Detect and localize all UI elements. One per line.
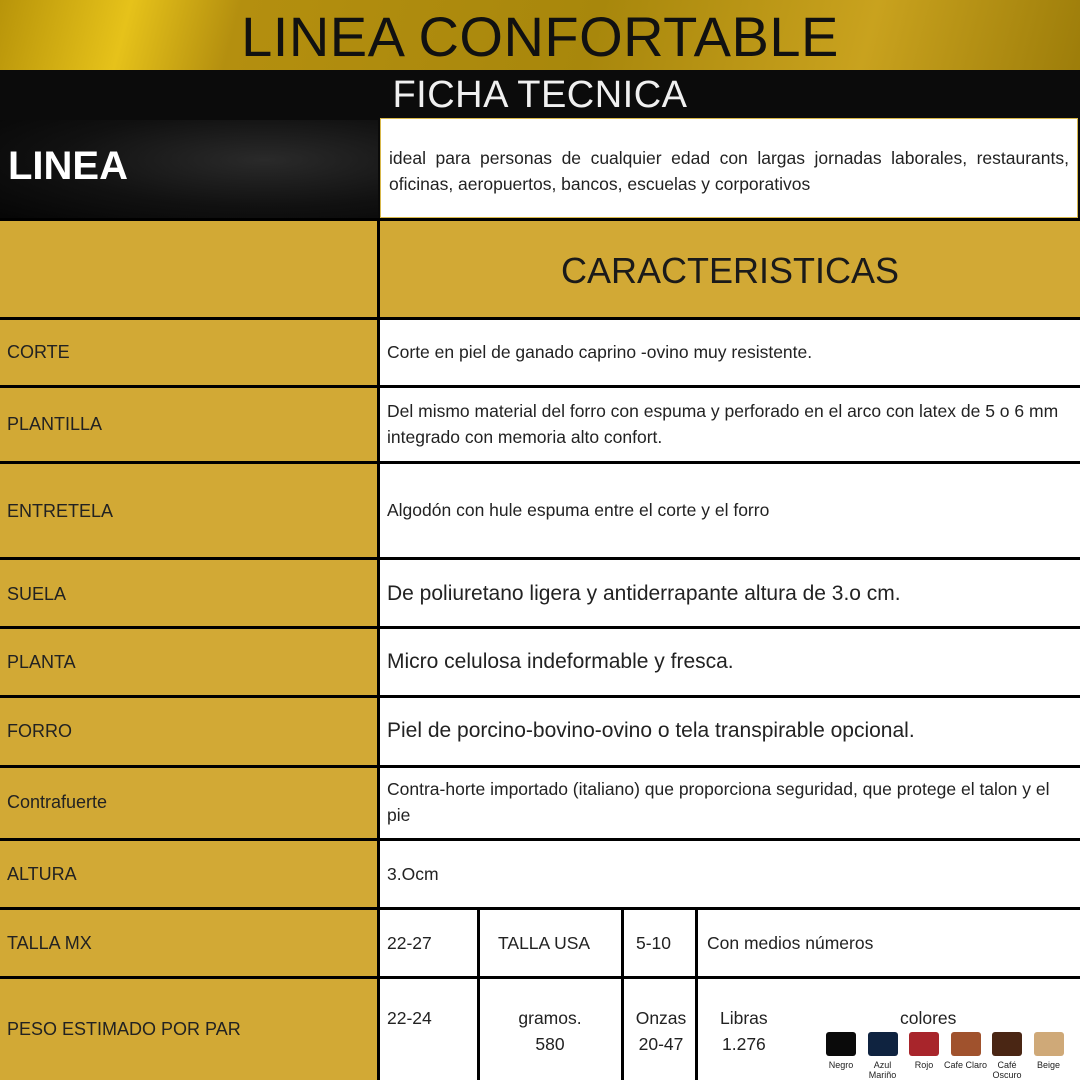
divider: [0, 626, 1080, 629]
row-value: Corte en piel de ganado caprino -ovino muy resistente.: [387, 342, 813, 362]
row-suela: [0, 559, 1080, 627]
row-forro: [0, 697, 1080, 766]
onzas-value: 20-47: [638, 1034, 684, 1054]
row-value: Algodón con hule espuma entre el corte y el forro: [387, 500, 770, 520]
gramos-label: gramos.: [518, 1008, 582, 1028]
talla-mx-label: TALLA MX: [7, 933, 92, 953]
row-value: Piel de porcino-bovino-ovino o tela transpirable opcional.: [387, 719, 915, 742]
divider: [0, 976, 1080, 979]
talla-mx-value: 22-27: [387, 933, 432, 953]
linea-label-cell: [0, 120, 378, 220]
divider: [0, 557, 1080, 560]
divider: [377, 220, 380, 318]
color-swatch: [868, 1032, 898, 1056]
row-label: PLANTILLA: [7, 414, 103, 434]
divider: [0, 765, 1080, 768]
row-value: Del mismo material del forro con espuma y perforado en el arco con latex de 5 o 6 mm integrado con memoria alto confort.: [387, 401, 1059, 447]
peso-label: PESO ESTIMADO POR PAR: [7, 1019, 241, 1039]
row-contrafuerte: [0, 767, 1080, 839]
divider: [0, 317, 1080, 320]
row-label: Contrafuerte: [7, 792, 108, 812]
page-title: LINEA CONFORTABLE: [241, 5, 839, 68]
subtitle-band: [0, 70, 1080, 120]
color-swatch-label: Rojo: [914, 1060, 934, 1070]
color-swatch-label: Café Oscuro: [992, 1060, 1022, 1080]
libras-label: Libras: [720, 1008, 768, 1028]
linea-label: LINEA: [8, 144, 128, 188]
row-label: SUELA: [7, 584, 67, 604]
row-planta: [0, 628, 1080, 696]
color-swatch: [951, 1032, 981, 1056]
row-entretela: [0, 463, 1080, 558]
row-label: ALTURA: [7, 864, 77, 884]
color-swatch: [909, 1032, 939, 1056]
color-swatch-label: Negro: [828, 1060, 854, 1070]
row-value: Contra-horte importado (italiano) que proporciona seguridad, que protege el talon y el pie: [387, 779, 1050, 825]
characteristics-title: CARACTERISTICAS: [560, 250, 900, 291]
linea-description: ideal para personas de cualquier edad con largas jornadas laborales, restaurants, oficinas, aeropuertos, bancos, escuelas y corporativos: [389, 148, 1069, 194]
row-value: 3.Ocm: [387, 864, 439, 884]
talla-note: Con medios números: [707, 933, 874, 953]
color-swatch-label: Cafe Claro: [943, 1060, 988, 1070]
color-swatch-label: Azul Mariño: [868, 1060, 897, 1080]
row-altura: [0, 840, 1080, 908]
peso-range: 22-24: [387, 1008, 432, 1028]
gramos-value: 580: [535, 1034, 565, 1054]
divider: [0, 695, 1080, 698]
row-corte: [0, 318, 1080, 386]
divider: [0, 385, 1080, 388]
talla-usa-value: 5-10: [636, 933, 672, 953]
color-swatch: [1034, 1032, 1064, 1056]
row-label: CORTE: [7, 342, 70, 362]
row-talla: [0, 909, 1080, 977]
divider: [695, 909, 698, 1080]
row-label: FORRO: [7, 721, 72, 741]
linea-description-cell: [380, 118, 1078, 218]
color-swatch-label: Beige: [1036, 1060, 1061, 1070]
divider: [0, 907, 1080, 910]
color-swatch: [992, 1032, 1022, 1056]
divider: [477, 909, 480, 1080]
row-label: PLANTA: [7, 652, 76, 672]
divider: [621, 909, 624, 1080]
onzas-label: Onzas: [635, 1008, 687, 1028]
title-band: [0, 0, 1080, 71]
row-label: ENTRETELA: [7, 501, 114, 521]
divider: [0, 838, 1080, 841]
color-swatch: [826, 1032, 856, 1056]
characteristics-header: [0, 220, 1080, 318]
row-value: Micro celulosa indeformable y fresca.: [387, 650, 734, 673]
divider: [0, 218, 1080, 221]
divider: [377, 317, 380, 1080]
row-plantilla: [0, 387, 1080, 462]
row-peso: [0, 978, 1080, 1080]
row-value: De poliuretano ligera y antiderrapante altura de 3.o cm.: [387, 582, 901, 605]
page-subtitle: FICHA TECNICA: [392, 74, 688, 116]
divider: [0, 461, 1080, 464]
libras-value: 1.276: [722, 1034, 766, 1054]
talla-usa-label: TALLA USA: [498, 933, 591, 953]
colores-label: colores: [900, 1008, 957, 1028]
